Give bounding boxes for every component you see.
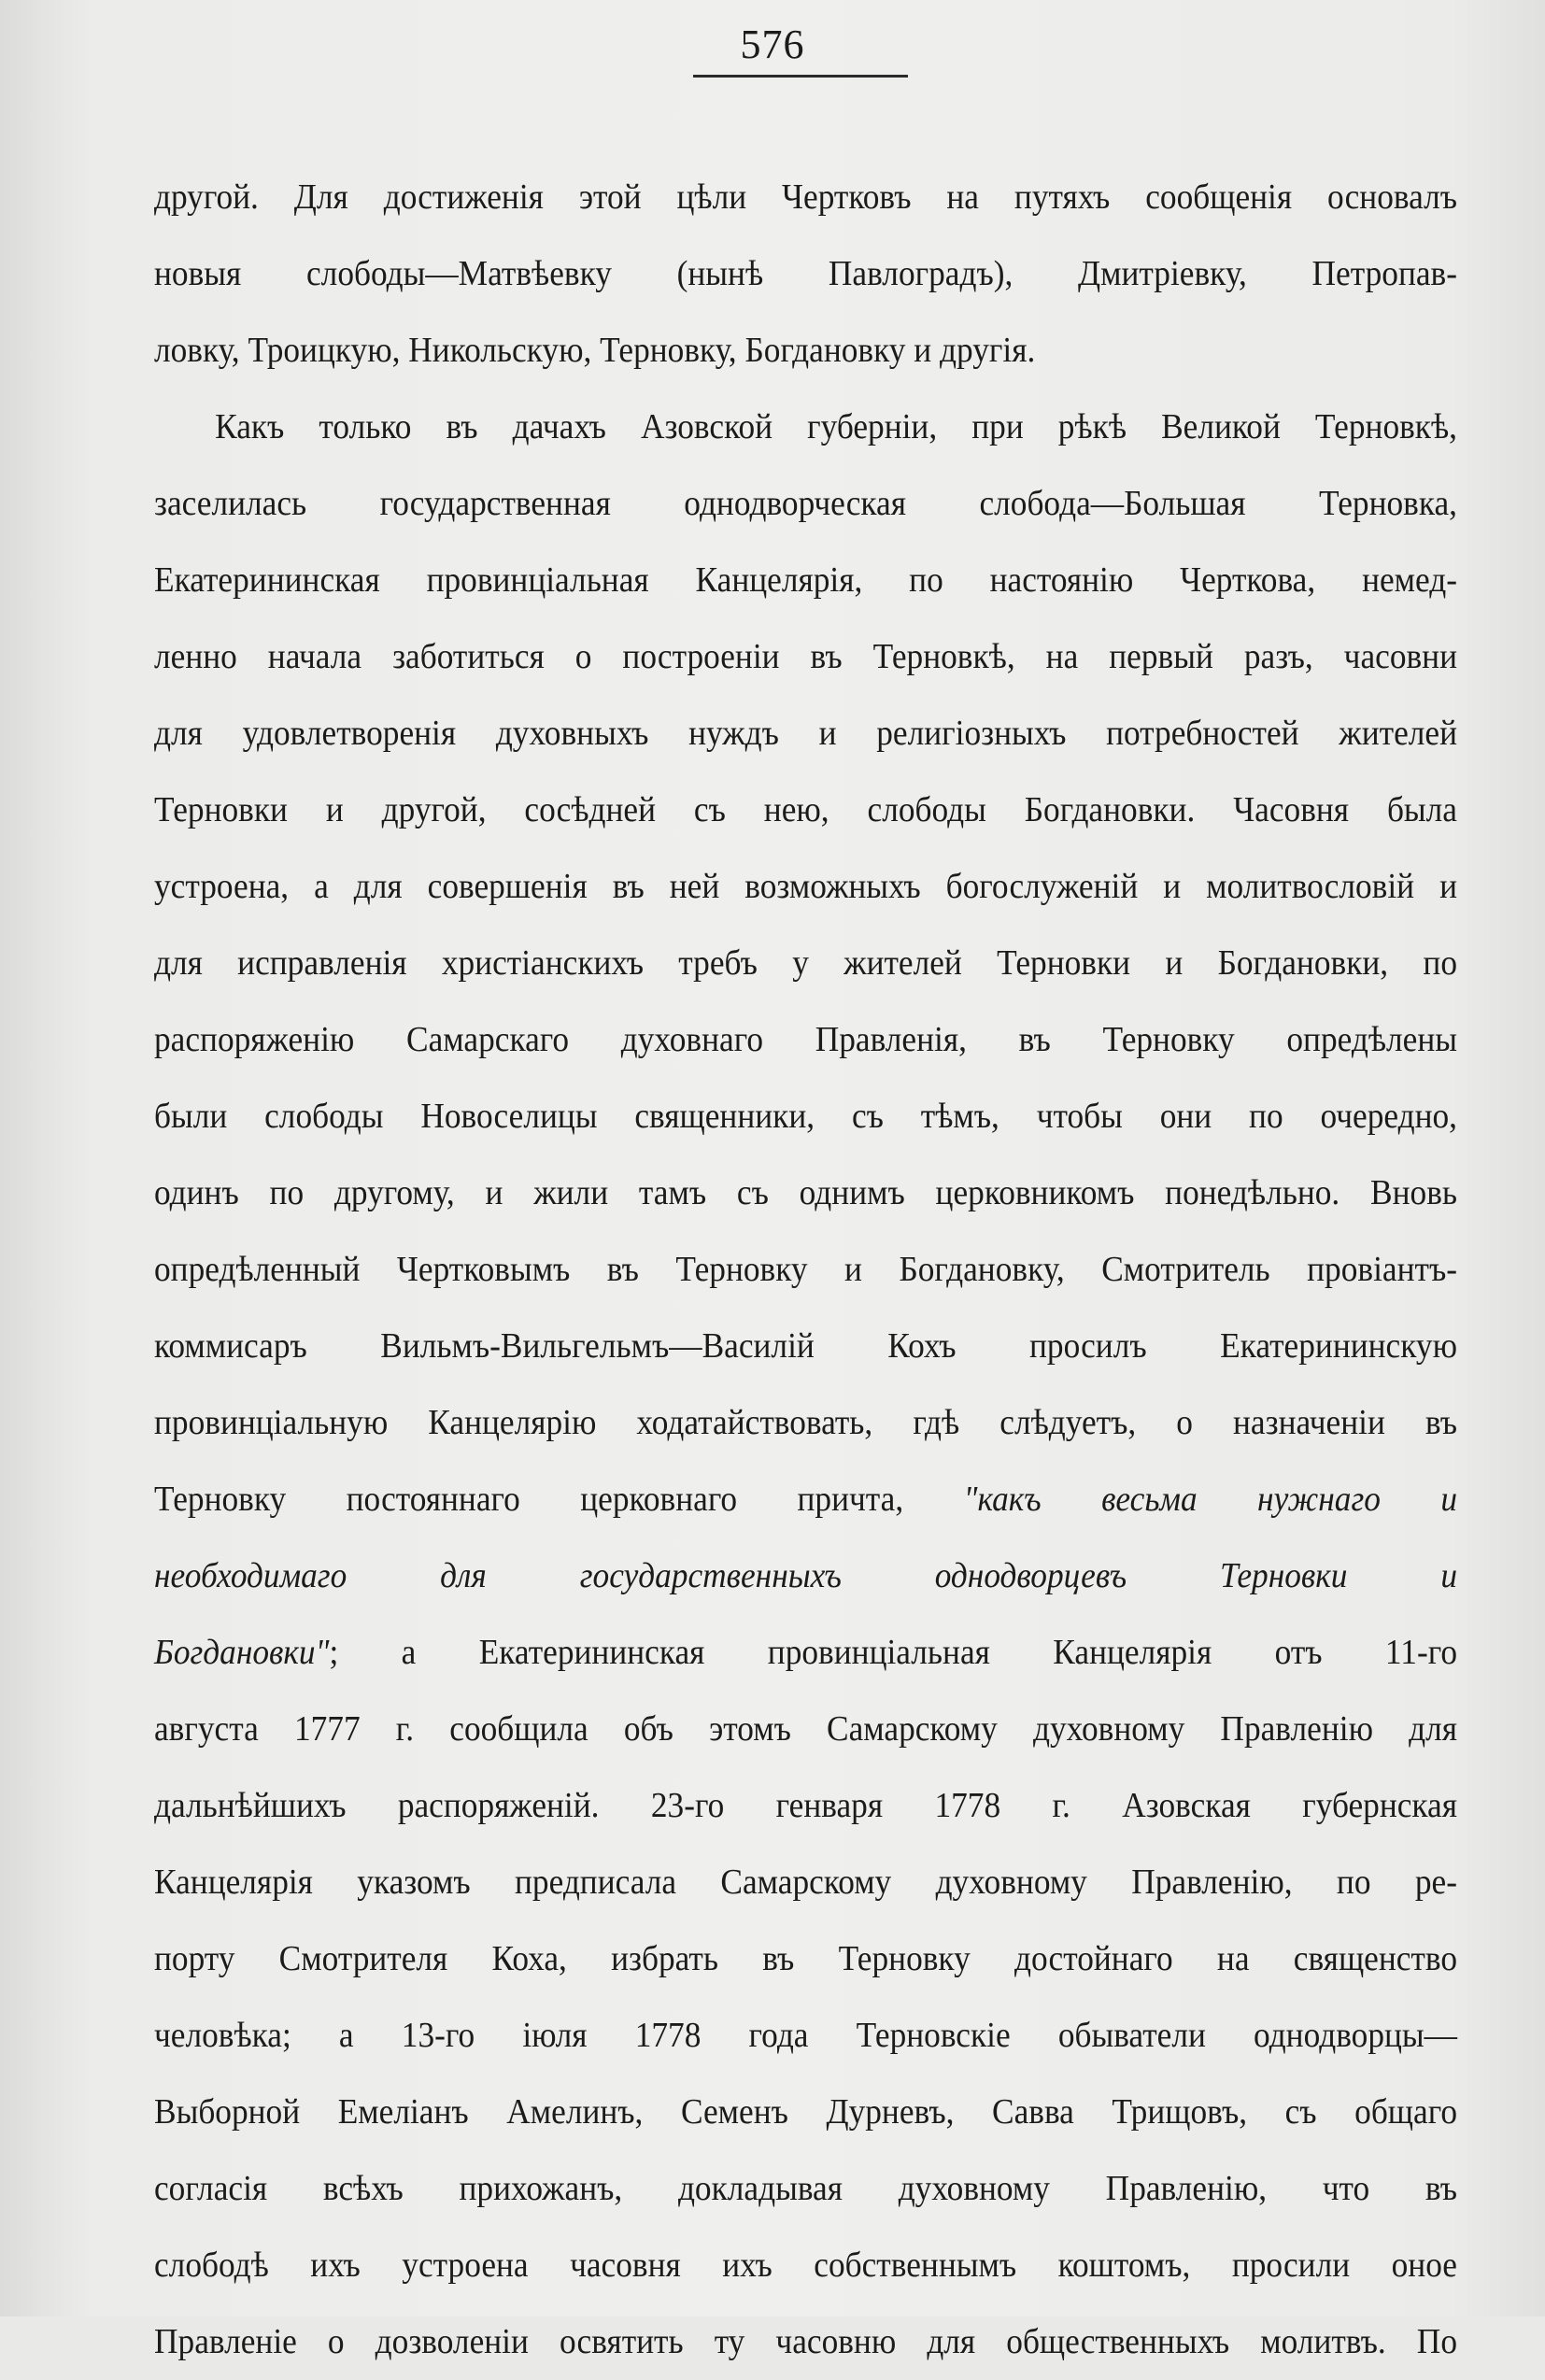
text-line: новыя слободы—Матвѣевку (нынѣ Павлоградъ), Дмитріевку, Петропав- bbox=[154, 254, 1457, 293]
text-line: опредѣленный Чертковымъ въ Терновку и Богдановку, Смотритель провіантъ- bbox=[154, 1250, 1457, 1289]
text-line: Канцелярія указомъ предписала Самарскому духовному Правленію, по ре- bbox=[154, 1863, 1457, 1902]
body-text bbox=[154, 159, 1457, 2380]
text-line: одинъ по другому, и жили тамъ съ однимъ церковникомъ понедѣльно. Вновь bbox=[154, 1173, 1457, 1212]
text-line: для исправленія христіанскихъ требъ у жителей Терновки и Богдановки, по bbox=[154, 943, 1457, 983]
text-segment: ; а Екатерининская провинціальная Канцелярія отъ 11-го bbox=[329, 1633, 1457, 1672]
text-line: ленно начала заботиться о построеніи въ Терновкѣ, на первый разъ, часовни bbox=[154, 637, 1457, 676]
text-line: ловку, Троицкую, Никольскую, Терновку, Богдановку и другія. bbox=[154, 331, 1036, 370]
text-line: Какъ только въ дачахъ Азовской губерніи, при рѣкѣ Великой Терновкѣ, bbox=[215, 407, 1458, 446]
text-line: Правленіе о дозволеніи освятить ту часовню для общественныхъ молитвъ. По bbox=[154, 2322, 1457, 2361]
text-line-mixed bbox=[154, 1614, 1457, 1691]
page-number-rule bbox=[693, 75, 908, 78]
text-line: были слободы Новоселицы священники, съ тѣмъ, чтобы они по очередно, bbox=[154, 1097, 1457, 1136]
text-line: устроена, а для совершенія въ ней возможныхъ богослуженій и молитвословій и bbox=[154, 867, 1457, 906]
text-line: Терновки и другой, сосѣдней съ нею, слободы Богдановки. Часовня была bbox=[154, 790, 1457, 829]
text-line: слободѣ ихъ устроена часовня ихъ собственнымъ коштомъ, просили оное bbox=[154, 2245, 1457, 2285]
text-line: согласія всѣхъ прихожанъ, докладывая духовному Правленію, что въ bbox=[154, 2169, 1457, 2208]
text-line: дальнѣйшихъ распоряженій. 23-го генваря 1778 г. Азовская губернская bbox=[154, 1786, 1457, 1825]
text-line-mixed bbox=[154, 1461, 1457, 1537]
page-number: 576 bbox=[740, 21, 805, 67]
italic-quote: Богдановки" bbox=[154, 1633, 330, 1672]
text-line: коммисаръ Вильмъ-Вильгельмъ—Василій Кохъ просилъ Екатерининскую bbox=[154, 1326, 1457, 1366]
text-line: для удовлетворенія духовныхъ нуждъ и религіозныхъ потребностей жителей bbox=[154, 714, 1457, 753]
text-line: другой. Для достиженія этой цѣли Чертковъ на путяхъ сообщенія основалъ bbox=[154, 177, 1457, 217]
italic-quote: "какъ весьма нужнаго и bbox=[963, 1480, 1457, 1519]
text-line: заселилась государственная однодворческая слобода—Большая Терновка, bbox=[154, 484, 1457, 523]
text-line: августа 1777 г. сообщила объ этомъ Самарскому духовному Правленію для bbox=[154, 1709, 1457, 1749]
text-line: порту Смотрителя Коха, избрать въ Терновку достойнаго на священство bbox=[154, 1939, 1457, 1978]
text-line: распоряженію Самарскаго духовнаго Правленія, въ Терновку опредѣлены bbox=[154, 1020, 1457, 1059]
text-line: Екатерининская провинціальная Канцелярія, по настоянію Черткова, немед- bbox=[154, 560, 1457, 600]
text-segment: Терновку постояннаго церковнаго причта, bbox=[154, 1480, 964, 1519]
italic-quote-line: необходимаго для государственныхъ однодворцевъ Терновки и bbox=[154, 1556, 1457, 1595]
text-line: человѣка; а 13-го іюля 1778 года Терновскіе обыватели однодворцы— bbox=[154, 2016, 1457, 2055]
text-line: Выборной Емеліанъ Амелинъ, Семенъ Дурневъ, Савва Трищовъ, съ общаго bbox=[154, 2092, 1457, 2132]
text-line: провинціальную Канцелярію ходатайствовать, гдѣ слѣдуетъ, о назначеніи въ bbox=[154, 1403, 1457, 1442]
